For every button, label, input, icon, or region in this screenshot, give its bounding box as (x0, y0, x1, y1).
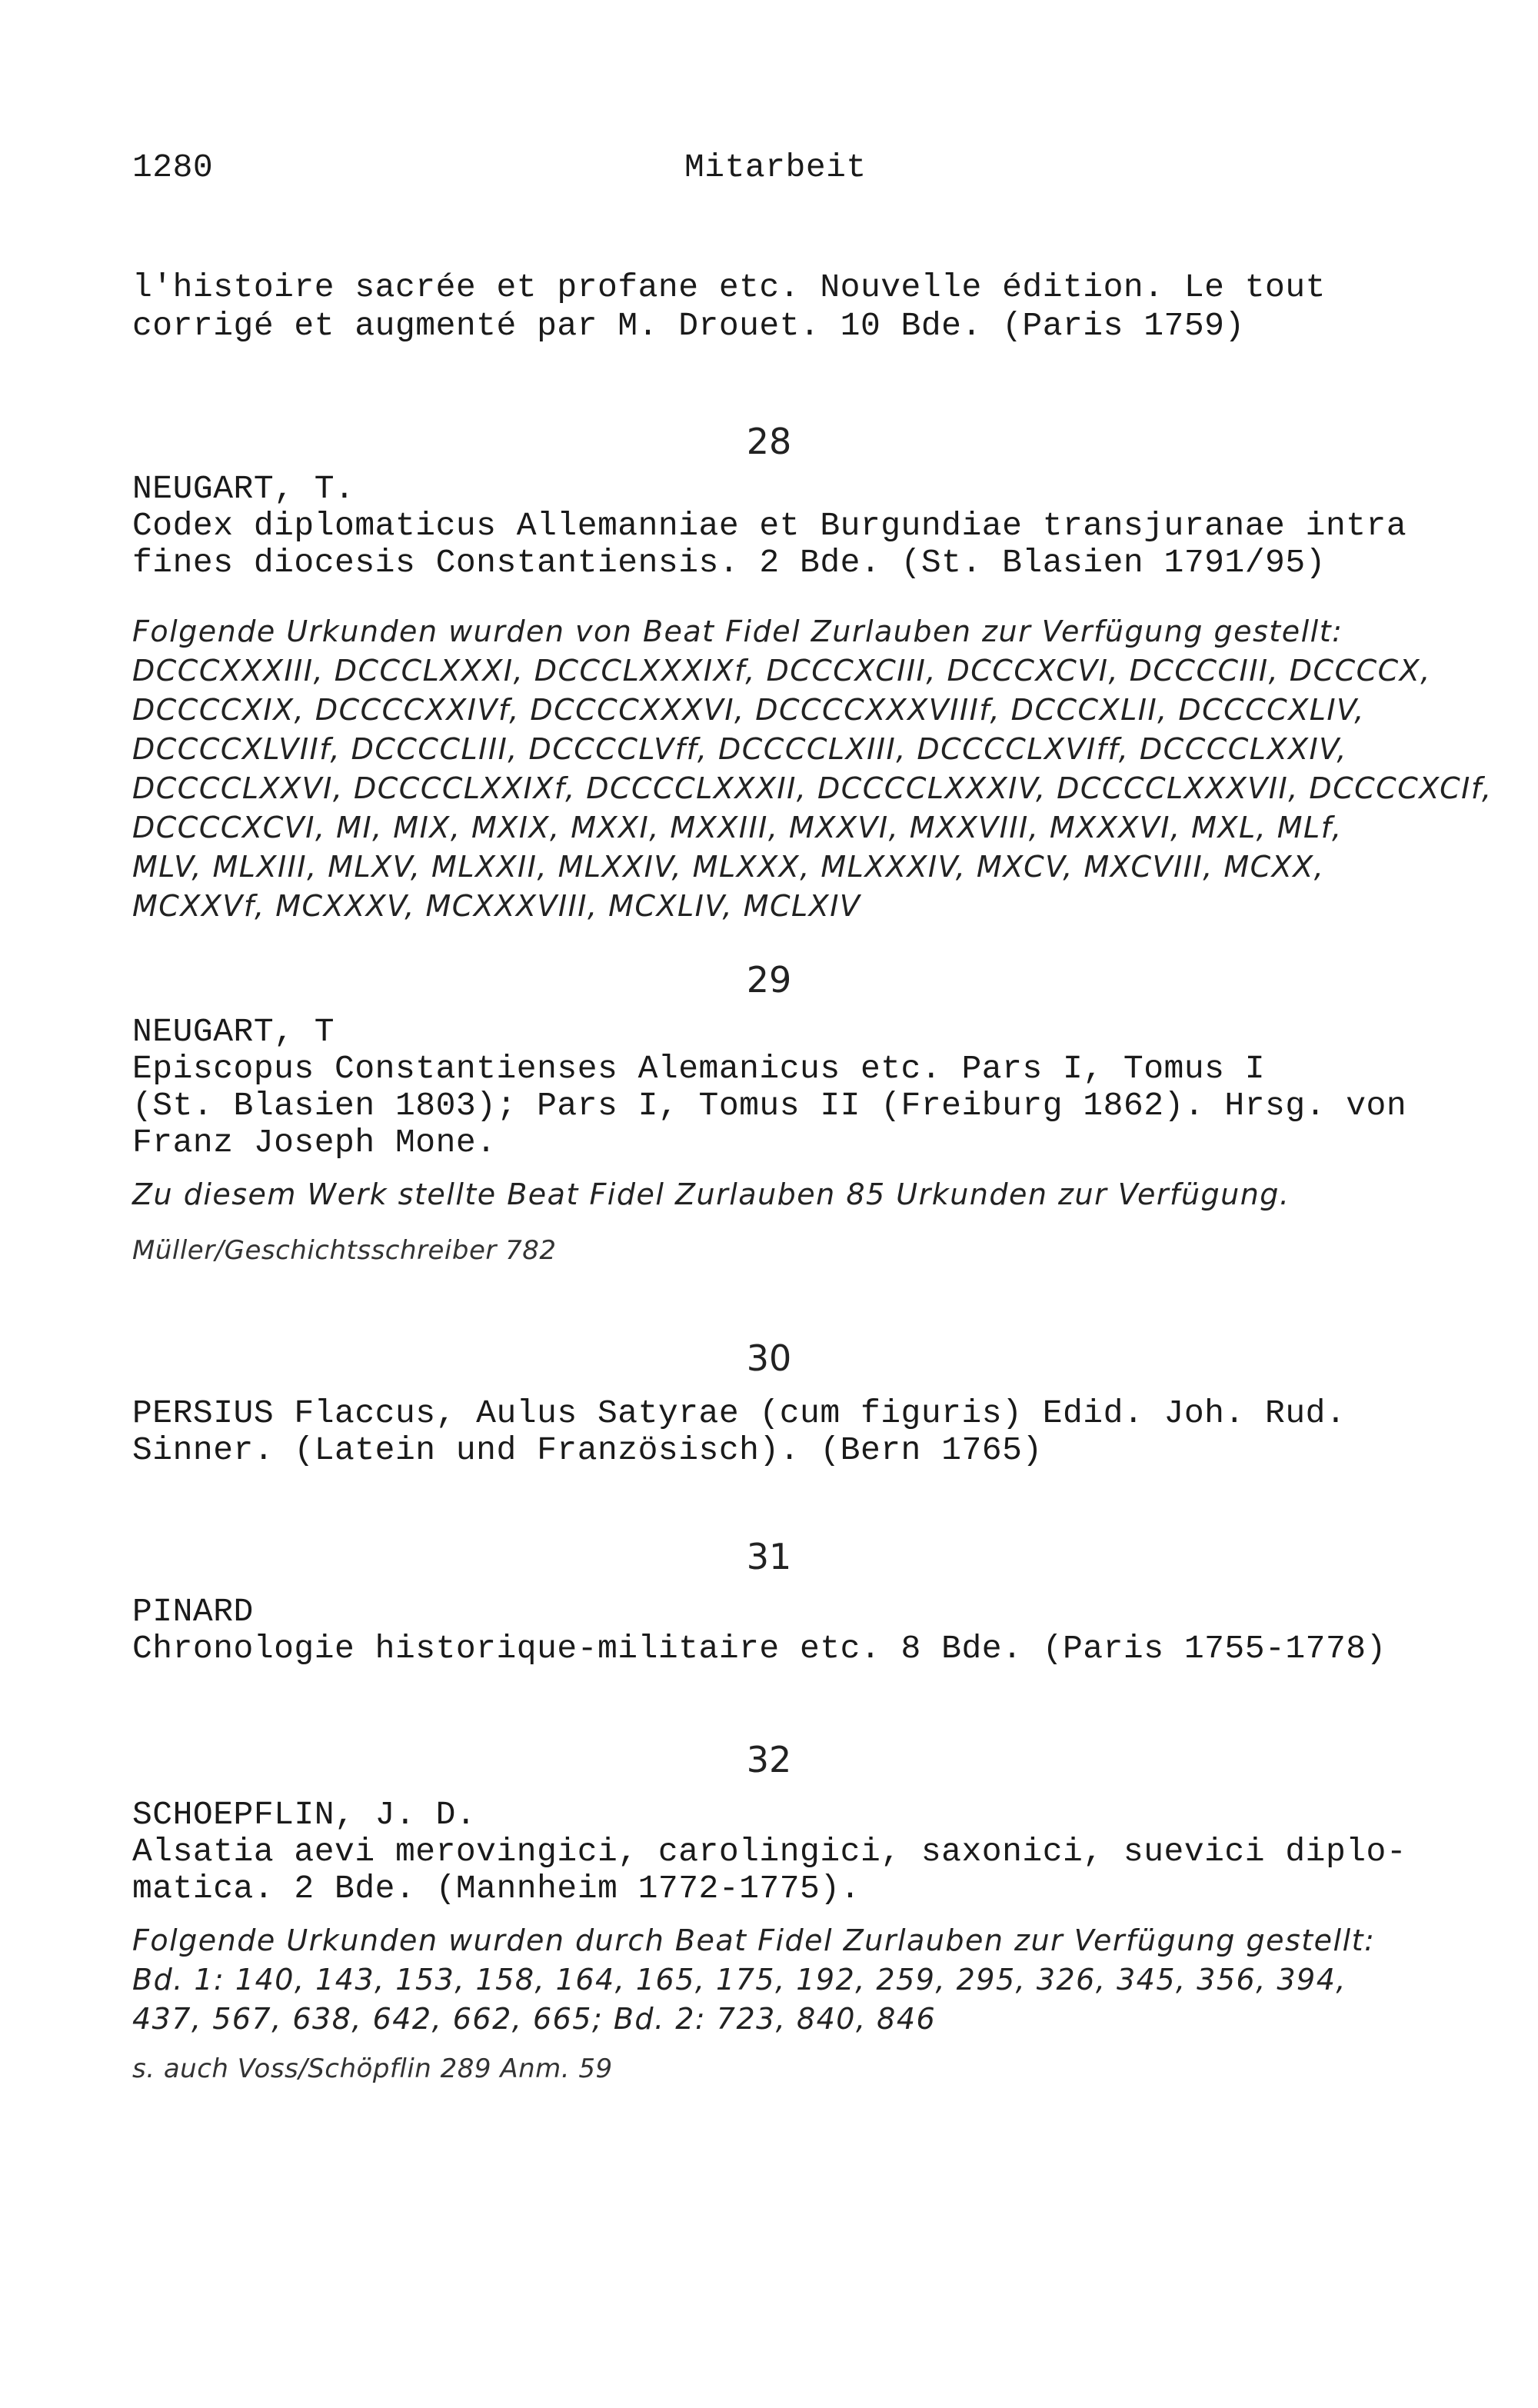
entry-number-31: 31 (746, 1536, 792, 1577)
entry-29-title-line-2: (St. Blasien 1803); Pars I, Tomus II (Freiburg 1862). Hrsg. von (132, 1087, 1407, 1124)
intro-line-2: corrigé et augmenté par M. Drouet. 10 Bde. (Paris 1759) (132, 307, 1245, 345)
entry-28-title-line-2: fines diocesis Constantiensis. 2 Bde. (St. Blasien 1791/95) (132, 544, 1326, 581)
entry-29-note-line-1: Zu diesem Werk stellte Beat Fidel Zurlauben 85 Urkunden zur Verfügung. (132, 1177, 1290, 1211)
entry-31-author: PINARD (132, 1593, 254, 1630)
entry-28-note-line-6: DCCCCXCVI, MI, MIX, MXIX, MXXI, MXXIII, MXXVI, MXXVIII, MXXXVI, MXL, MLf, (132, 811, 1343, 844)
entry-32-note-line-2: Bd. 1: 140, 143, 153, 158, 164, 165, 175, 192, 259, 295, 326, 345, 356, 394, (132, 1963, 1347, 1997)
running-title: Mitarbeit (684, 148, 867, 186)
entry-29-title-line-3: Franz Joseph Mone. (132, 1124, 497, 1161)
entry-number-32: 32 (746, 1739, 792, 1780)
entry-number-30: 30 (746, 1337, 792, 1379)
entry-number-28: 28 (746, 421, 792, 462)
page-number: 1280 (132, 148, 214, 186)
entry-31-title-line-1: Chronologie historique-militaire etc. 8 Bde. (Paris 1755-1778) (132, 1630, 1387, 1667)
entry-28-note-line-4: DCCCCXLVIIf, DCCCCLIII, DCCCCLVff, DCCCCLXIII, DCCCCLXVIff, DCCCCLXXIV, (132, 732, 1347, 766)
entry-32-note-line-1: Folgende Urkunden wurden durch Beat Fidel Zurlauben zur Verfügung gestellt: (132, 1923, 1376, 1957)
entry-32-author: SCHOEPFLIN, J. D. (132, 1796, 477, 1833)
entry-28-title-line-1: Codex diplomaticus Allemanniae et Burgundiae transjuranae intra (132, 507, 1407, 545)
entry-28-note-line-2: DCCCXXXIII, DCCCLXXXI, DCCCLXXXIXf, DCCCXCIII, DCCCXCVI, DCCCCIII, DCCCCX, (132, 654, 1431, 688)
entry-28-note-line-1: Folgende Urkunden wurden von Beat Fidel Zurlauben zur Verfügung gestellt: (132, 614, 1343, 648)
entry-32-title-line-2: matica. 2 Bde. (Mannheim 1772-1775). (132, 1870, 861, 1907)
entry-28-author: NEUGART, T. (132, 470, 355, 508)
entry-28-note-line-5: DCCCCLXXVI, DCCCCLXXIXf, DCCCCLXXXII, DCCCCLXXXIV, DCCCCLXXXVII, DCCCCXCIf, (132, 771, 1493, 805)
entry-30-title-line-1: Sinner. (Latein und Französisch). (Bern 1765) (132, 1431, 1043, 1469)
entry-29-reference: Müller/Geschichtsschreiber 782 (132, 1235, 557, 1266)
entry-32-reference: s. auch Voss/Schöpflin 289 Anm. 59 (132, 2053, 613, 2084)
intro-line-1: l'histoire sacrée et profane etc. Nouvelle édition. Le tout (132, 268, 1326, 306)
entry-28-note-line-8: MCXXVf, MCXXXV, MCXXXVIII, MCXLIV, MCLXIV (132, 889, 861, 923)
entry-32-note-line-3: 437, 567, 638, 642, 662, 665; Bd. 2: 723, 840, 846 (132, 2002, 937, 2036)
entry-32-title-line-1: Alsatia aevi merovingici, carolingici, saxonici, suevici diplo- (132, 1833, 1407, 1870)
entry-number-29: 29 (746, 959, 792, 1001)
entry-29-author: NEUGART, T (132, 1013, 335, 1051)
entry-28-note-line-7: MLV, MLXIII, MLXV, MLXXII, MLXXIV, MLXXX, MLXXXIV, MXCV, MXCVIII, MCXX, (132, 850, 1325, 884)
entry-28-note-line-3: DCCCCXIX, DCCCCXXIVf, DCCCCXXXVI, DCCCCXXXVIIIf, DCCCXLII, DCCCCXLIV, (132, 693, 1365, 727)
entry-30-author: PERSIUS Flaccus, Aulus Satyrae (cum figuris) Edid. Joh. Rud. (132, 1394, 1347, 1432)
entry-29-title-line-1: Episcopus Constantienses Alemanicus etc. Pars I, Tomus I (132, 1050, 1266, 1087)
